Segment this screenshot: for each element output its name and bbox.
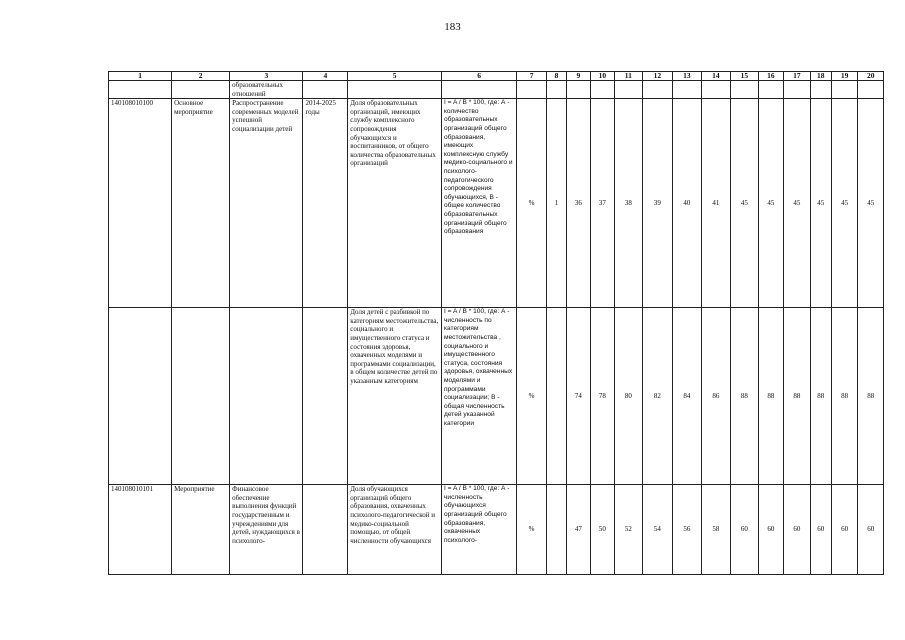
row-period <box>303 485 348 575</box>
row-code: 140108010100 <box>109 99 172 308</box>
table-row <box>109 485 884 575</box>
column-header: 9 <box>567 72 590 81</box>
row-value: 78 <box>590 308 614 485</box>
column-header: 15 <box>731 72 758 81</box>
column-header: 17 <box>784 72 810 81</box>
row-value: 82 <box>642 308 673 485</box>
row-value: 39 <box>642 99 673 308</box>
row-name: Распространение современных моделей успешной социализации детей <box>230 99 303 308</box>
row-value: 36 <box>567 99 590 308</box>
row-value: 50 <box>590 485 614 575</box>
row-value: 88 <box>784 308 810 485</box>
row-name <box>230 308 303 485</box>
row-value: 74 <box>567 308 590 485</box>
column-header: 3 <box>230 72 303 81</box>
row-value: 45 <box>758 99 783 308</box>
row-value <box>546 308 566 485</box>
page-number: 183 <box>444 21 461 33</box>
row-value: 88 <box>858 308 884 485</box>
table-row <box>109 308 884 485</box>
row-value: 88 <box>731 308 758 485</box>
row-unit: % <box>517 99 547 308</box>
row-formula: I = A / B * 100, где: А - численность по категориям местожительства , социального и имущественного статуса, состояния здоровья, охваченных моделями и программами социализации; В - общая численность детей указанной категории <box>441 308 516 485</box>
column-header: 12 <box>642 72 673 81</box>
row-period: 2014-2025 годы <box>303 99 348 308</box>
column-header: 19 <box>831 72 857 81</box>
column-header: 16 <box>758 72 783 81</box>
row-value: 1 <box>546 99 566 308</box>
row-value: 56 <box>673 485 702 575</box>
column-header: 13 <box>673 72 702 81</box>
row-name: Финансовое обеспечение выполнения функций государственным и учреждениями для детей, нуждающихся в психолого- <box>230 485 303 575</box>
row-code <box>109 308 172 485</box>
column-header: 4 <box>303 72 348 81</box>
row-value: 60 <box>758 485 783 575</box>
row-value: 86 <box>701 308 731 485</box>
row-value: 52 <box>615 485 642 575</box>
column-header: 11 <box>615 72 642 81</box>
row-value: 88 <box>831 308 857 485</box>
row-value <box>546 485 566 575</box>
row-value: 45 <box>810 99 831 308</box>
row-value: 37 <box>590 99 614 308</box>
column-header: 2 <box>172 72 230 81</box>
row-value: 45 <box>784 99 810 308</box>
column-header: 18 <box>810 72 831 81</box>
column-header: 14 <box>701 72 731 81</box>
row-value: 58 <box>701 485 731 575</box>
row-value: 40 <box>673 99 702 308</box>
row-value: 47 <box>567 485 590 575</box>
row-unit: % <box>517 485 547 575</box>
row-indicator: Доля образовательных организаций, имеющих службу комплексного сопровождения обучающихся и воспитанников, от общего количества образовательных организаций <box>348 99 442 308</box>
column-header: 8 <box>546 72 566 81</box>
row-value: 45 <box>831 99 857 308</box>
row-indicator: Доля детей с разбивкой по категориям местожительства, социального и имущественного статуса и состояния здоровья, охваченных моделями и программами социализации, в общем количестве детей по указанным категориям <box>348 308 442 485</box>
row-unit: % <box>517 308 547 485</box>
column-header: 1 <box>109 72 172 81</box>
table-header-row <box>109 72 884 81</box>
row-value: 60 <box>810 485 831 575</box>
row-value: 60 <box>731 485 758 575</box>
row-formula: I = A / B * 100, где: А - количество образовательных организаций общего образования, имеющих комплексную службу медико-социального и психолого-педагогического сопровождения обучающихся, В - общее количество образовательных организаций общего образования <box>441 99 516 308</box>
row-value: 41 <box>701 99 731 308</box>
row-value: 45 <box>858 99 884 308</box>
row-value: 88 <box>810 308 831 485</box>
table-row-continuation <box>109 81 884 99</box>
continuation-text: образовательных отношений <box>230 81 303 99</box>
column-header: 20 <box>858 72 884 81</box>
column-header: 7 <box>517 72 547 81</box>
row-type: Мероприятие <box>172 485 230 575</box>
row-value: 38 <box>615 99 642 308</box>
row-formula: I = A / B * 100, где: А - численность обучающихся организаций общего образования, охваченных психолого- <box>441 485 516 575</box>
column-header: 10 <box>590 72 614 81</box>
row-value: 45 <box>731 99 758 308</box>
row-value: 80 <box>615 308 642 485</box>
row-value: 60 <box>858 485 884 575</box>
row-code: 140108010101 <box>109 485 172 575</box>
row-value: 60 <box>784 485 810 575</box>
row-type <box>172 308 230 485</box>
indicators-table <box>108 71 884 575</box>
row-period <box>303 308 348 485</box>
row-type: Основное мероприятие <box>172 99 230 308</box>
row-value: 54 <box>642 485 673 575</box>
column-header: 5 <box>348 72 442 81</box>
row-value: 60 <box>831 485 857 575</box>
row-value: 84 <box>673 308 702 485</box>
column-header: 6 <box>441 72 516 81</box>
row-value: 88 <box>758 308 783 485</box>
row-indicator: Доля обучающихся организаций общего образования, охваченных психолого-педагогической и медико-социальной помощью, от общей численности обучающихся <box>348 485 442 575</box>
table-row <box>109 99 884 308</box>
